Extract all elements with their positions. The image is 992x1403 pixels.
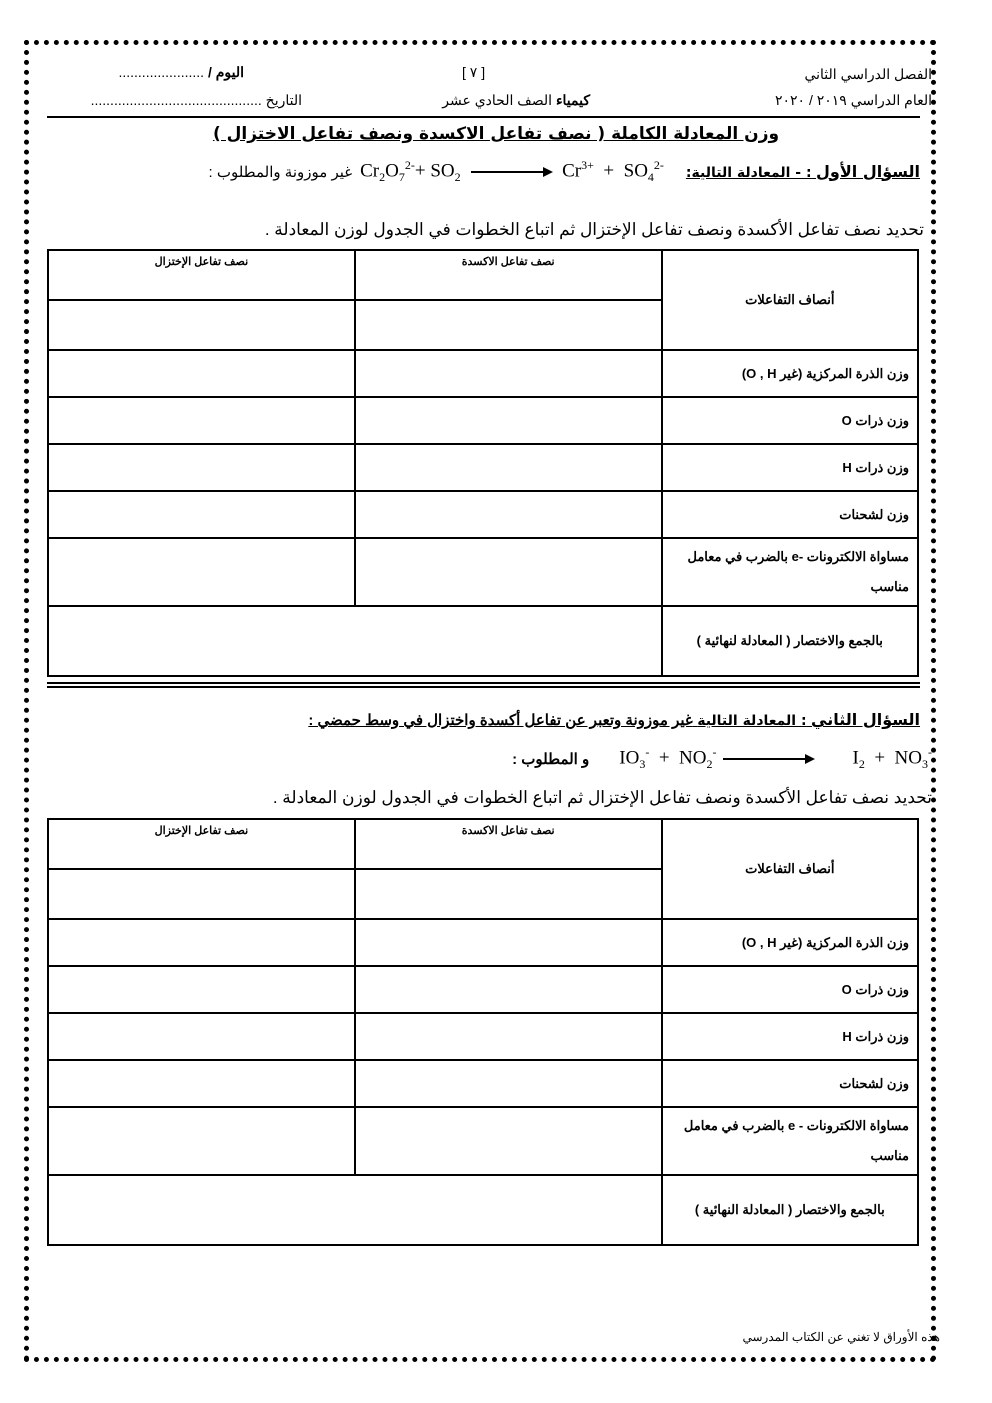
reduction-answer-cell[interactable] [48, 538, 355, 606]
question-1 [209, 158, 920, 185]
q1-label: السؤال الأول [816, 161, 920, 181]
section-separator [47, 682, 920, 688]
table-row [48, 538, 918, 606]
row-label-half-reactions: أنصاف التفاعلات [662, 250, 918, 350]
q2-sub: : المعادلة التالية [697, 713, 807, 729]
oxidation-answer-cell[interactable] [355, 1060, 662, 1107]
table-row [48, 919, 918, 966]
day-label: اليوم / [207, 64, 244, 80]
reduction-answer-cell[interactable] [48, 966, 355, 1013]
row-label-half-reactions: أنصاف التفاعلات [662, 819, 918, 919]
date-dots: ............................................ [90, 92, 262, 108]
reduction-answer-cell[interactable] [48, 397, 355, 444]
reduction-answer-cell[interactable] [48, 350, 355, 397]
step-label: وزن ذرات O [662, 966, 918, 1013]
table-row [48, 350, 918, 397]
step-label: مساواة الالكترونات - e بالضرب في معامل مناسب [662, 1107, 918, 1175]
academic-year: العام الدراسي ٢٠١٩ / ٢٠٢٠ [774, 92, 932, 108]
oxidation-answer-cell[interactable] [355, 538, 662, 606]
step-label: وزن الذرة المركزية (غير O , H) [662, 919, 918, 966]
oxidation-answer-cell[interactable] [355, 1013, 662, 1060]
subject: كيمياء [555, 92, 590, 108]
oxidation-answer-cell[interactable] [355, 919, 662, 966]
oxidation-answer-cell[interactable] [355, 444, 662, 491]
day-field[interactable] [118, 64, 244, 81]
q1-heading [686, 162, 920, 182]
oxidation-answer-cell[interactable] [355, 1107, 662, 1175]
column-header-oxidation: نصف تفاعل الاكسدة [355, 819, 662, 869]
final-equation-cell[interactable] [48, 606, 662, 676]
q2-description: غير موزونة وتعبر عن تفاعل أكسدة واختزال في وسط حمضي : [308, 712, 693, 729]
date-label: التاريخ [265, 92, 302, 108]
step-label-final: بالجمع والاختصار ( المعادلة النهائية ) [662, 1175, 918, 1245]
reduction-half-reaction-cell[interactable] [48, 300, 355, 350]
q1-sub: : - المعادلة التالية: [685, 164, 812, 181]
reduction-answer-cell[interactable] [48, 919, 355, 966]
table-row-final [48, 606, 918, 676]
step-label: وزن ذرات H [662, 1013, 918, 1060]
reduction-half-reaction-cell[interactable] [48, 869, 355, 919]
step-label: وزن لشحنات [662, 491, 918, 538]
step-label: وزن ذرات H [662, 444, 918, 491]
worksheet-table-1 [47, 249, 919, 677]
oxidation-answer-cell[interactable] [355, 966, 662, 1013]
subject-line [442, 92, 590, 109]
day-dots: ...................... [118, 64, 205, 80]
q2-instruction: تحديد نصف تفاعل الأكسدة ونصف تفاعل الإختزال ثم اتباع الخطوات في الجدول لوزن المعادلة . [272, 788, 932, 807]
table-row [48, 397, 918, 444]
step-label: مساواة الالكترونات -e بالضرب في معامل مناسب [662, 538, 918, 606]
step-label: وزن الذرة المركزية (غير O , H) [662, 350, 918, 397]
oxidation-answer-cell[interactable] [355, 491, 662, 538]
question-2 [308, 710, 920, 730]
oxidation-answer-cell[interactable] [355, 350, 662, 397]
table-row [48, 444, 918, 491]
semester: الفصل الدراسي الثاني [804, 66, 932, 82]
page-title: وزن المعادلة الكاملة ( نصف تفاعل الاكسدة ونصف تفاعل الاختزال ) [212, 124, 780, 144]
column-header-oxidation: نصف تفاعل الاكسدة [355, 250, 662, 300]
table-row [48, 1013, 918, 1060]
page-number: [ ٧ ] [462, 64, 486, 80]
table-row [48, 1060, 918, 1107]
q2-equation-line [512, 745, 932, 772]
table-row [48, 1107, 918, 1175]
table-row-final [48, 1175, 918, 1245]
oxidation-half-reaction-cell[interactable] [355, 869, 662, 919]
reduction-answer-cell[interactable] [48, 1107, 355, 1175]
worksheet-table-2 [47, 818, 919, 1246]
q2-label: السؤال الثاني [811, 710, 920, 729]
final-equation-cell[interactable] [48, 1175, 662, 1245]
reduction-answer-cell[interactable] [48, 491, 355, 538]
reduction-answer-cell[interactable] [48, 1060, 355, 1107]
date-field[interactable] [91, 92, 302, 109]
q2-required: و المطلوب : [512, 750, 590, 768]
table-row [48, 491, 918, 538]
oxidation-half-reaction-cell[interactable] [355, 300, 662, 350]
reduction-answer-cell[interactable] [48, 1013, 355, 1060]
step-label: وزن لشحنات [662, 1060, 918, 1107]
q1-instruction: تحديد نصف تفاعل الأكسدة ونصف تفاعل الإختزال ثم اتباع الخطوات في الجدول لوزن المعادلة . [264, 220, 924, 239]
q1-tail: غير موزونة والمطلوب : [208, 163, 353, 181]
column-header-reduction: نصف تفاعل الإختزال [48, 819, 355, 869]
q1-equation: $Cr_2O_7^{2-}+ SO_2$ $Cr^{3+} + SO_4^{2-}$ [360, 158, 664, 185]
reaction-arrow-icon [471, 171, 551, 173]
grade: الصف الحادي عشر [442, 92, 553, 108]
step-label: وزن ذرات O [662, 397, 918, 444]
table-row [48, 966, 918, 1013]
column-header-reduction: نصف تفاعل الإختزال [48, 250, 355, 300]
step-label-final: بالجمع والاختصار ( المعادلة لنهائية ) [662, 606, 918, 676]
q2-equation: $IO_3^- + NO_2^-$ $I_2 + NO_3^-$ [619, 745, 932, 772]
reaction-arrow-icon [723, 758, 813, 760]
header-divider [47, 116, 920, 118]
reduction-answer-cell[interactable] [48, 444, 355, 491]
footer-note: هذه الأوراق لا تغني عن الكتاب المدرسي [742, 1330, 940, 1344]
oxidation-answer-cell[interactable] [355, 397, 662, 444]
